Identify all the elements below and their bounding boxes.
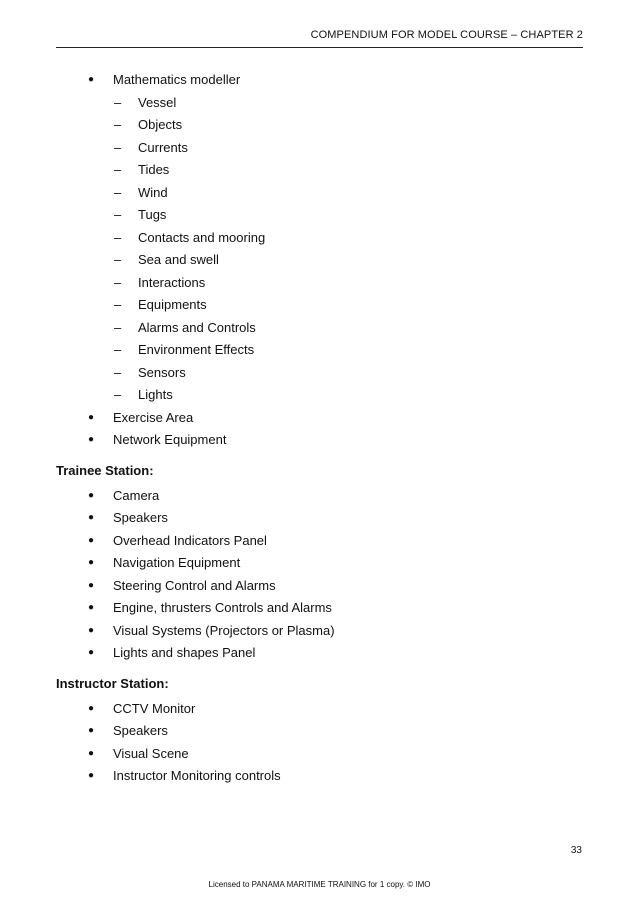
dash-marker: –	[114, 117, 122, 132]
list-item-text: Overhead Indicators Panel	[113, 532, 267, 548]
list-item-text: Environment Effects	[138, 342, 255, 357]
list-item-text: Lights and shapes Panel	[113, 645, 256, 660]
bullet-marker: ●	[88, 747, 95, 759]
list-item-text: Objects	[138, 117, 183, 132]
dash-marker: –	[114, 94, 122, 110]
sub-list-item	[56, 204, 583, 227]
sub-list-item	[56, 137, 583, 160]
page-header	[56, 25, 583, 48]
dash-marker: –	[114, 364, 122, 380]
list-item-text: Instructor Monitoring controls	[113, 768, 281, 783]
dash-marker: –	[114, 139, 122, 155]
list-item	[56, 720, 583, 743]
list-item-text: Tugs	[138, 207, 167, 222]
list-item	[56, 552, 583, 575]
list-item	[56, 597, 583, 620]
list-item-text: Wind	[138, 184, 168, 200]
list-item-text: CCTV Monitor	[113, 700, 196, 716]
sub-list-item	[56, 317, 583, 340]
bullet-marker: ●	[88, 74, 95, 85]
sub-list-item	[56, 159, 583, 182]
list-item	[56, 575, 583, 598]
section-heading: Trainee Station:	[56, 462, 154, 478]
sub-list-item	[56, 114, 583, 137]
bullet-marker: ●	[88, 702, 95, 714]
sub-list-item	[56, 362, 583, 385]
list-item	[56, 429, 583, 452]
list-item	[56, 765, 583, 788]
bullet-marker: ●	[88, 602, 95, 613]
list-item	[56, 620, 583, 643]
sub-list-item	[56, 339, 583, 362]
sub-list-item	[56, 384, 583, 407]
dash-marker: –	[114, 274, 122, 290]
list-item-text: Steering Control and Alarms	[113, 577, 276, 593]
bullet-marker: ●	[88, 725, 95, 736]
list-item-text: Contacts and mooring	[138, 229, 266, 245]
list-item-text: Sea and swell	[138, 252, 219, 267]
dash-marker: –	[114, 387, 122, 402]
page-number: 33	[570, 845, 582, 856]
list-item	[56, 743, 583, 766]
list-item-text: Engine, thrusters Controls and Alarms	[113, 600, 332, 615]
list-item	[56, 530, 583, 553]
document-body	[56, 69, 583, 788]
header-title: COMPENDIUM FOR MODEL COURSE – CHAPTER 2	[310, 29, 583, 41]
bullet-marker: ●	[88, 434, 95, 445]
list-item-text: Navigation Equipment	[113, 555, 241, 570]
sub-list-item	[56, 272, 583, 295]
list-item-text: Mathematics modeller	[113, 72, 241, 87]
list-item-text: Alarms and Controls	[138, 319, 256, 335]
dash-marker: –	[114, 297, 122, 312]
sub-list-item	[56, 182, 583, 205]
dash-marker: –	[114, 207, 122, 222]
dash-marker: –	[114, 252, 122, 267]
list-item	[56, 69, 583, 92]
list-item-text: Exercise Area	[113, 409, 194, 425]
bullet-marker: ●	[88, 647, 95, 658]
dash-marker: –	[114, 342, 122, 357]
list-item-text: Visual Systems (Projectors or Plasma)	[113, 622, 335, 638]
bullet-marker: ●	[88, 557, 95, 568]
list-item-text: Visual Scene	[113, 745, 189, 761]
sub-list-item	[56, 227, 583, 250]
list-item-text: Lights	[138, 387, 173, 402]
list-item	[56, 407, 583, 430]
bullet-marker: ●	[88, 770, 95, 781]
list-item-text: Equipments	[138, 297, 207, 312]
list-item-text: Currents	[138, 139, 188, 155]
sub-list-item	[56, 92, 583, 115]
list-item-text: Tides	[138, 162, 170, 177]
list-item-text: Speakers	[113, 723, 168, 738]
bullet-marker: ●	[88, 512, 95, 523]
bullet-marker: ●	[88, 624, 95, 636]
list-item-text: Sensors	[138, 364, 186, 380]
dash-marker: –	[114, 319, 122, 335]
list-item	[56, 642, 583, 665]
dash-marker: –	[114, 229, 122, 245]
list-item-text: Vessel	[138, 94, 177, 110]
license-footer: Licensed to PANAMA MARITIME TRAINING for 1 copy. © IMO	[208, 880, 431, 889]
list-item	[56, 485, 583, 508]
list-item-text: Interactions	[138, 274, 206, 290]
sub-list-item	[56, 294, 583, 317]
section-heading: Instructor Station:	[56, 675, 169, 691]
bullet-marker: ●	[88, 534, 95, 546]
list-item	[56, 507, 583, 530]
dash-marker: –	[114, 162, 122, 177]
list-item-text: Camera	[113, 487, 160, 503]
bullet-marker: ●	[88, 411, 95, 423]
dash-marker: –	[114, 184, 122, 200]
bullet-marker: ●	[88, 489, 95, 501]
list-item-text: Network Equipment	[113, 432, 227, 447]
list-item	[56, 698, 583, 721]
bullet-marker: ●	[88, 579, 95, 591]
list-item-text: Speakers	[113, 510, 168, 525]
sub-list-item	[56, 249, 583, 272]
